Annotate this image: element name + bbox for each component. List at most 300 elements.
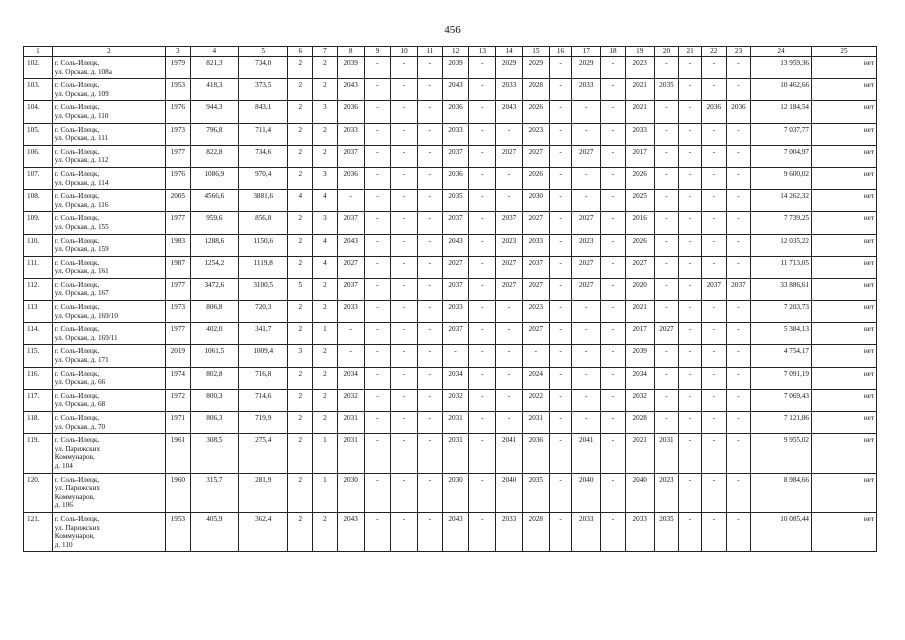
- value-cell-col-7: 4: [313, 256, 338, 278]
- table-row: [24, 145, 877, 167]
- cost-cell: 7 091,19: [751, 367, 812, 389]
- value-cell-col-14: -: [496, 323, 523, 345]
- value-cell-col-15: 2023: [522, 301, 549, 323]
- column-header-24: 24: [751, 47, 812, 57]
- value-cell-col-9: -: [364, 301, 391, 323]
- value-cell-col-19: 2020: [625, 278, 654, 300]
- value-cell-col-13: -: [469, 434, 496, 473]
- value-cell-col-20: -: [654, 367, 679, 389]
- column-header-7: 7: [313, 47, 338, 57]
- value-cell-col-22: -: [701, 57, 726, 79]
- value-cell-col-23: -: [726, 434, 751, 473]
- value-cell-col-5: 1150,6: [239, 234, 288, 256]
- value-cell-col-3: 1953: [165, 512, 190, 551]
- value-cell-col-21: -: [679, 367, 702, 389]
- value-cell-col-17: 2033: [572, 512, 601, 551]
- address-cell: [52, 512, 165, 551]
- value-cell-col-14: -: [496, 367, 523, 389]
- address-line: Коммунаров,: [54, 492, 95, 501]
- value-cell-col-16: -: [549, 434, 572, 473]
- value-cell-col-19: 2040: [625, 473, 654, 512]
- value-cell-col-20: 2023: [654, 473, 679, 512]
- row-number-cell: 107.: [24, 167, 53, 189]
- value-cell-col-8: 2033: [337, 123, 364, 145]
- row-number-cell: 114.: [24, 323, 53, 345]
- value-cell-col-20: -: [654, 256, 679, 278]
- value-cell-col-7: 2: [313, 57, 338, 79]
- value-cell-col-7: 2: [313, 123, 338, 145]
- row-number-cell: 111.: [24, 256, 53, 278]
- value-cell-col-9: -: [364, 367, 391, 389]
- value-cell-col-15: 2022: [522, 389, 549, 411]
- value-cell-col-19: 2021: [625, 301, 654, 323]
- value-cell-col-4: 402,0: [190, 323, 238, 345]
- value-cell-col-9: -: [364, 512, 391, 551]
- value-cell-col-16: -: [549, 234, 572, 256]
- flag-cell: нет: [812, 123, 877, 145]
- value-cell-col-18: -: [601, 389, 626, 411]
- value-cell-col-5: 716,8: [239, 367, 288, 389]
- value-cell-col-12: 2035: [442, 190, 469, 212]
- value-cell-col-10: -: [391, 190, 418, 212]
- value-cell-col-9: -: [364, 389, 391, 411]
- value-cell-col-12: 2043: [442, 234, 469, 256]
- value-cell-col-12: 2032: [442, 389, 469, 411]
- value-cell-col-18: -: [601, 473, 626, 512]
- value-cell-col-15: 2037: [522, 256, 549, 278]
- value-cell-col-10: -: [391, 234, 418, 256]
- value-cell-col-8: 2036: [337, 167, 364, 189]
- value-cell-col-8: 2030: [337, 473, 364, 512]
- flag-cell: нет: [812, 145, 877, 167]
- value-cell-col-4: 3472,6: [190, 278, 238, 300]
- value-cell-col-19: 2021: [625, 79, 654, 101]
- column-header-13: 13: [469, 47, 496, 57]
- value-cell-col-5: 970,4: [239, 167, 288, 189]
- value-cell-col-11: -: [418, 57, 443, 79]
- value-cell-col-8: 2037: [337, 145, 364, 167]
- value-cell-col-6: 2: [288, 473, 313, 512]
- value-cell-col-21: -: [679, 190, 702, 212]
- value-cell-col-5: 1119,8: [239, 256, 288, 278]
- value-cell-col-20: -: [654, 345, 679, 367]
- value-cell-col-6: 3: [288, 345, 313, 367]
- table-row: [24, 473, 877, 512]
- value-cell-col-6: 2: [288, 212, 313, 234]
- row-number-cell: 116.: [24, 367, 53, 389]
- value-cell-col-10: -: [391, 412, 418, 434]
- value-cell-col-18: -: [601, 278, 626, 300]
- value-cell-col-9: -: [364, 412, 391, 434]
- value-cell-col-15: 2027: [522, 212, 549, 234]
- value-cell-col-3: 2019: [165, 345, 190, 367]
- address-cell: [52, 256, 165, 278]
- column-header-3: 3: [165, 47, 190, 57]
- table-row: [24, 345, 877, 367]
- value-cell-col-23: -: [726, 79, 751, 101]
- value-cell-col-21: -: [679, 278, 702, 300]
- value-cell-col-17: 2027: [572, 256, 601, 278]
- address-cell: [52, 389, 165, 411]
- value-cell-col-21: -: [679, 167, 702, 189]
- value-cell-col-21: -: [679, 473, 702, 512]
- value-cell-col-8: 2037: [337, 278, 364, 300]
- value-cell-col-20: -: [654, 57, 679, 79]
- value-cell-col-12: 2037: [442, 278, 469, 300]
- value-cell-col-4: 1254,2: [190, 256, 238, 278]
- value-cell-col-3: 1976: [165, 167, 190, 189]
- value-cell-col-9: -: [364, 101, 391, 123]
- row-number-cell: 103.: [24, 79, 53, 101]
- value-cell-col-19: 2039: [625, 345, 654, 367]
- column-header-16: 16: [549, 47, 572, 57]
- value-cell-col-19: 2025: [625, 190, 654, 212]
- cost-cell: 9 600,02: [751, 167, 812, 189]
- value-cell-col-22: -: [701, 473, 726, 512]
- column-header-19: 19: [625, 47, 654, 57]
- address-line: г. Соль-Илецк,: [54, 59, 100, 67]
- value-cell-col-10: -: [391, 512, 418, 551]
- value-cell-col-12: 2031: [442, 434, 469, 473]
- value-cell-col-6: 2: [288, 512, 313, 551]
- address-line: ул. Орская, д. 70: [54, 422, 106, 431]
- value-cell-col-17: -: [572, 323, 601, 345]
- value-cell-col-19: 2032: [625, 389, 654, 411]
- address-line: г. Соль-Илецк,: [54, 475, 100, 484]
- flag-cell: нет: [812, 234, 877, 256]
- value-cell-col-4: 821,3: [190, 57, 238, 79]
- value-cell-col-15: 2030: [522, 190, 549, 212]
- value-cell-col-11: -: [418, 367, 443, 389]
- value-cell-col-18: -: [601, 345, 626, 367]
- value-cell-col-20: -: [654, 145, 679, 167]
- value-cell-col-10: -: [391, 79, 418, 101]
- value-cell-col-16: -: [549, 167, 572, 189]
- value-cell-col-5: 734,0: [239, 57, 288, 79]
- value-cell-col-15: 2036: [522, 434, 549, 473]
- table-row: [24, 323, 877, 345]
- cost-cell: 7 004,97: [751, 145, 812, 167]
- flag-cell: нет: [812, 79, 877, 101]
- table-row: [24, 101, 877, 123]
- address-line: г. Соль-Илецк,: [54, 258, 100, 267]
- row-number-cell: 106.: [24, 145, 53, 167]
- row-number-cell: 109.: [24, 212, 53, 234]
- value-cell-col-13: -: [469, 167, 496, 189]
- value-cell-col-16: -: [549, 512, 572, 551]
- value-cell-col-12: -: [442, 345, 469, 367]
- value-cell-col-14: -: [496, 301, 523, 323]
- value-cell-col-23: -: [726, 256, 751, 278]
- column-header-9: 9: [364, 47, 391, 57]
- address-line: г. Соль-Илецк,: [54, 436, 100, 445]
- address-cell: [52, 212, 165, 234]
- value-cell-col-4: 959,6: [190, 212, 238, 234]
- address-line: г. Соль-Илецк,: [54, 192, 100, 201]
- value-cell-col-7: 2: [313, 278, 338, 300]
- value-cell-col-12: 2036: [442, 101, 469, 123]
- column-header-6: 6: [288, 47, 313, 57]
- value-cell-col-20: -: [654, 234, 679, 256]
- value-cell-col-23: -: [726, 323, 751, 345]
- cost-cell: 9 955,02: [751, 434, 812, 473]
- value-cell-col-14: -: [496, 123, 523, 145]
- row-number-cell: 118.: [24, 412, 53, 434]
- value-cell-col-21: -: [679, 79, 702, 101]
- column-header-18: 18: [601, 47, 626, 57]
- row-number-cell: 110.: [24, 234, 53, 256]
- value-cell-col-3: 1977: [165, 145, 190, 167]
- column-header-23: 23: [726, 47, 751, 57]
- address-line: г. Соль-Илецк,: [54, 414, 100, 422]
- value-cell-col-8: 2033: [337, 301, 364, 323]
- value-cell-col-22: -: [701, 212, 726, 234]
- flag-cell: нет: [812, 101, 877, 123]
- value-cell-col-19: 2017: [625, 323, 654, 345]
- value-cell-col-7: 2: [313, 389, 338, 411]
- value-cell-col-12: 2033: [442, 301, 469, 323]
- value-cell-col-14: 2043: [496, 101, 523, 123]
- row-number-cell: 119.: [24, 434, 53, 473]
- value-cell-col-11: -: [418, 167, 443, 189]
- table-row: [24, 167, 877, 189]
- value-cell-col-17: -: [572, 412, 601, 434]
- address-line: ул. Орская, д. 169/11: [54, 333, 118, 342]
- value-cell-col-11: -: [418, 434, 443, 473]
- column-header-11: 11: [418, 47, 443, 57]
- value-cell-col-13: -: [469, 323, 496, 345]
- value-cell-col-6: 2: [288, 101, 313, 123]
- row-number-cell: 112.: [24, 278, 53, 300]
- address-line: д. 110: [54, 540, 73, 549]
- value-cell-col-15: 2028: [522, 79, 549, 101]
- column-header-25: 25: [812, 47, 877, 57]
- value-cell-col-22: -: [701, 190, 726, 212]
- value-cell-col-21: -: [679, 256, 702, 278]
- value-cell-col-22: -: [701, 412, 726, 434]
- value-cell-col-20: 2027: [654, 323, 679, 345]
- flag-cell: нет: [812, 256, 877, 278]
- address-line: ул. Парижских: [54, 523, 101, 532]
- value-cell-col-5: 3881,6: [239, 190, 288, 212]
- value-cell-col-8: -: [337, 190, 364, 212]
- value-cell-col-18: -: [601, 123, 626, 145]
- value-cell-col-6: 2: [288, 79, 313, 101]
- cost-cell: 11 713,05: [751, 256, 812, 278]
- value-cell-col-10: -: [391, 123, 418, 145]
- value-cell-col-23: -: [726, 212, 751, 234]
- value-cell-col-18: -: [601, 79, 626, 101]
- value-cell-col-8: 2037: [337, 212, 364, 234]
- cost-cell: 10 085,44: [751, 512, 812, 551]
- value-cell-col-12: 2034: [442, 367, 469, 389]
- value-cell-col-9: -: [364, 145, 391, 167]
- value-cell-col-13: -: [469, 57, 496, 79]
- value-cell-col-15: 2026: [522, 167, 549, 189]
- value-cell-col-8: 2043: [337, 512, 364, 551]
- cost-cell: 7 121,86: [751, 412, 812, 434]
- value-cell-col-23: -: [726, 57, 751, 79]
- value-cell-col-11: -: [418, 234, 443, 256]
- value-cell-col-16: -: [549, 256, 572, 278]
- value-cell-col-14: 2027: [496, 278, 523, 300]
- value-cell-col-7: 3: [313, 101, 338, 123]
- value-cell-col-14: -: [496, 389, 523, 411]
- flag-cell: нет: [812, 345, 877, 367]
- value-cell-col-11: -: [418, 79, 443, 101]
- value-cell-col-14: -: [496, 190, 523, 212]
- column-header-8: 8: [337, 47, 364, 57]
- value-cell-col-8: 2031: [337, 412, 364, 434]
- value-cell-col-18: -: [601, 367, 626, 389]
- table-row: [24, 434, 877, 473]
- value-cell-col-16: -: [549, 345, 572, 367]
- value-cell-col-9: -: [364, 323, 391, 345]
- value-cell-col-10: -: [391, 345, 418, 367]
- value-cell-col-13: -: [469, 145, 496, 167]
- table-row: [24, 123, 877, 145]
- value-cell-col-5: 281,9: [239, 473, 288, 512]
- value-cell-col-17: -: [572, 123, 601, 145]
- cost-cell: 14 262,32: [751, 190, 812, 212]
- value-cell-col-3: 1961: [165, 434, 190, 473]
- address-line: д. 106: [54, 501, 73, 510]
- address-cell: [52, 190, 165, 212]
- value-cell-col-11: -: [418, 101, 443, 123]
- address-line: ул. Орская, д. 109: [54, 89, 109, 98]
- table-row: [24, 190, 877, 212]
- address-line: ул. Орская, д. 167: [54, 289, 109, 298]
- value-cell-col-9: -: [364, 278, 391, 300]
- value-cell-col-17: -: [572, 345, 601, 367]
- value-cell-col-5: 3100,5: [239, 278, 288, 300]
- value-cell-col-14: 2029: [496, 57, 523, 79]
- value-cell-col-7: 2: [313, 367, 338, 389]
- value-cell-col-23: -: [726, 145, 751, 167]
- row-number-cell: 102.: [24, 57, 53, 79]
- value-cell-col-7: 3: [313, 212, 338, 234]
- value-cell-col-22: -: [701, 167, 726, 189]
- address-line: г. Соль-Илецк,: [54, 347, 100, 356]
- housing-register-table: [23, 46, 877, 552]
- value-cell-col-16: -: [549, 278, 572, 300]
- row-number-cell: 105.: [24, 123, 53, 145]
- value-cell-col-22: -: [701, 323, 726, 345]
- value-cell-col-4: 802,8: [190, 367, 238, 389]
- value-cell-col-15: 2035: [522, 473, 549, 512]
- value-cell-col-20: -: [654, 278, 679, 300]
- flag-cell: нет: [812, 512, 877, 551]
- value-cell-col-21: -: [679, 301, 702, 323]
- value-cell-col-3: 1977: [165, 278, 190, 300]
- address-cell: [52, 123, 165, 145]
- value-cell-col-14: 2033: [496, 79, 523, 101]
- row-number-cell: 117.: [24, 389, 53, 411]
- value-cell-col-7: 2: [313, 79, 338, 101]
- value-cell-col-4: 405,9: [190, 512, 238, 551]
- value-cell-col-18: -: [601, 212, 626, 234]
- value-cell-col-13: -: [469, 367, 496, 389]
- value-cell-col-5: 720,3: [239, 301, 288, 323]
- cost-cell: 12 184,54: [751, 101, 812, 123]
- address-cell: [52, 367, 165, 389]
- value-cell-col-22: -: [701, 256, 726, 278]
- address-line: д. 104: [54, 461, 73, 470]
- value-cell-col-15: 2028: [522, 512, 549, 551]
- address-line: г. Соль-Илецк,: [54, 103, 100, 112]
- value-cell-col-4: 944,3: [190, 101, 238, 123]
- value-cell-col-7: 1: [313, 323, 338, 345]
- value-cell-col-19: 2033: [625, 123, 654, 145]
- value-cell-col-14: 2040: [496, 473, 523, 512]
- value-cell-col-11: -: [418, 123, 443, 145]
- flag-cell: нет: [812, 473, 877, 512]
- cost-cell: 10 462,66: [751, 79, 812, 101]
- value-cell-col-21: -: [679, 123, 702, 145]
- value-cell-col-11: -: [418, 256, 443, 278]
- column-header-22: 22: [701, 47, 726, 57]
- value-cell-col-12: 2037: [442, 323, 469, 345]
- value-cell-col-3: 1974: [165, 367, 190, 389]
- value-cell-col-3: 1987: [165, 256, 190, 278]
- value-cell-col-17: -: [572, 190, 601, 212]
- value-cell-col-23: -: [726, 234, 751, 256]
- value-cell-col-10: -: [391, 434, 418, 473]
- value-cell-col-22: -: [701, 301, 726, 323]
- cost-cell: 7 037,77: [751, 123, 812, 145]
- value-cell-col-15: 2027: [522, 145, 549, 167]
- value-cell-col-11: -: [418, 301, 443, 323]
- table-row: [24, 412, 877, 434]
- value-cell-col-3: 1979: [165, 57, 190, 79]
- value-cell-col-3: 1973: [165, 123, 190, 145]
- table-row: [24, 57, 877, 79]
- value-cell-col-13: -: [469, 79, 496, 101]
- value-cell-col-12: 2039: [442, 57, 469, 79]
- address-line: г. Соль-Илецк,: [54, 236, 100, 245]
- value-cell-col-13: -: [469, 301, 496, 323]
- value-cell-col-21: -: [679, 389, 702, 411]
- value-cell-col-21: -: [679, 512, 702, 551]
- value-cell-col-16: -: [549, 101, 572, 123]
- value-cell-col-7: 2: [313, 145, 338, 167]
- value-cell-col-9: -: [364, 256, 391, 278]
- value-cell-col-16: -: [549, 389, 572, 411]
- table-row: [24, 278, 877, 300]
- value-cell-col-11: -: [418, 412, 443, 434]
- value-cell-col-3: 1977: [165, 323, 190, 345]
- value-cell-col-18: -: [601, 234, 626, 256]
- value-cell-col-23: -: [726, 123, 751, 145]
- value-cell-col-19: 2028: [625, 412, 654, 434]
- value-cell-col-4: 315,7: [190, 473, 238, 512]
- address-cell: [52, 57, 165, 79]
- value-cell-col-14: 2027: [496, 256, 523, 278]
- value-cell-col-21: -: [679, 57, 702, 79]
- value-cell-col-6: 2: [288, 323, 313, 345]
- value-cell-col-7: 1: [313, 473, 338, 512]
- value-cell-col-16: -: [549, 301, 572, 323]
- address-cell: [52, 434, 165, 473]
- value-cell-col-3: 1953: [165, 79, 190, 101]
- value-cell-col-10: -: [391, 367, 418, 389]
- address-line: ул. Парижских: [54, 444, 101, 453]
- value-cell-col-12: 2027: [442, 256, 469, 278]
- value-cell-col-18: -: [601, 256, 626, 278]
- address-line: ул. Орская, д. 171: [54, 356, 109, 365]
- value-cell-col-20: -: [654, 190, 679, 212]
- value-cell-col-5: 734,6: [239, 145, 288, 167]
